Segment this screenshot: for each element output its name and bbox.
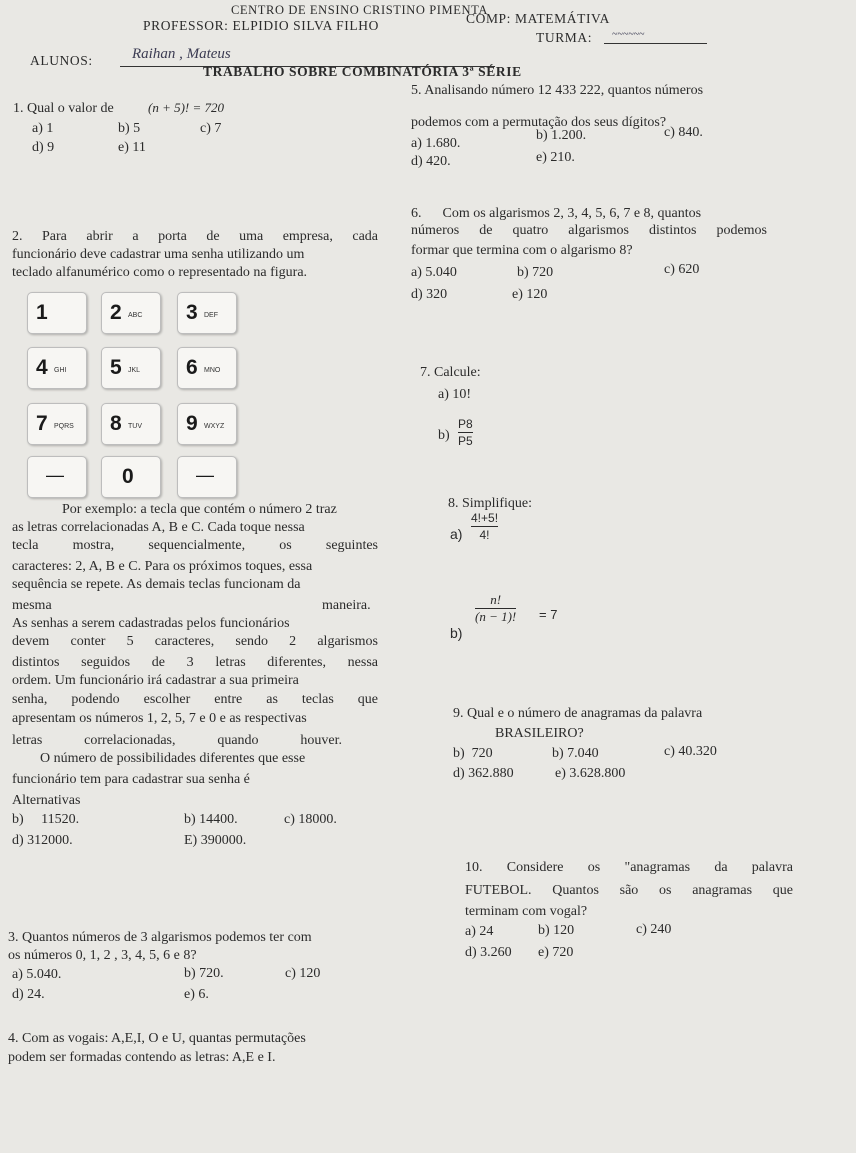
fraction-bar — [458, 432, 473, 433]
q2-line1: 2. Para abrir a porta de uma empresa, cada — [12, 229, 378, 244]
q9-option-d: d) 362.880 — [453, 766, 514, 781]
q2-line3: teclado alfanumérico como o representado na figura. — [12, 265, 308, 280]
q3-line1: 3. Quantos números de 3 algarismos podemos ter com — [8, 930, 312, 945]
q5-line1: 5. Analisando número 12 433 222, quantos números — [411, 83, 704, 98]
q8-title: 8. Simplifique: — [448, 496, 532, 511]
q2-para-10: ordem. Um funcionário irá cadastrar a sua primeira — [12, 673, 299, 688]
q2-option-b: b) 14400. — [184, 812, 238, 827]
q7-item-a: a) 10! — [438, 387, 472, 402]
q3-line2: os números 0, 1, 2 , 3, 4, 5, 6 e 8? — [8, 948, 197, 963]
students-label: ALUNOS: — [30, 53, 93, 68]
q8-item-b-label: b) — [450, 625, 463, 641]
class-handwriting: ~~~~~~ — [612, 29, 645, 40]
q6-line3: formar que termina com o algarismo 8? — [411, 243, 633, 258]
q5-option-e: e) 210. — [536, 150, 575, 165]
q1-option-a: a) 1 — [32, 121, 54, 136]
q2-para-12: apresentam os números 1, 2, 5, 7 e 0 e as respectivas — [12, 711, 307, 726]
key-3[interactable]: 3 DEF — [177, 292, 237, 334]
key-0[interactable]: 0 — [101, 456, 161, 498]
q2-option-c: c) 18000. — [284, 812, 337, 827]
q10-line3: terminam com vogal? — [465, 904, 588, 919]
school-name: CENTRO DE ENSINO CRISTINO PIMENTA — [231, 3, 488, 17]
q6-line2: números de quatro algarismos distintos podemos — [411, 223, 767, 238]
q1-text: 1. Qual o valor de — [13, 101, 114, 116]
q8-a-numerator: 4!+5! — [471, 511, 499, 525]
q8-item-a-label: a) — [450, 526, 463, 542]
q8-b-fraction — [475, 593, 516, 624]
key-7[interactable]: 7 PQRS — [27, 403, 87, 445]
q3-option-a: a) 5.040. — [12, 967, 62, 982]
q2-alternatives-label: Alternativas — [12, 793, 81, 808]
q7-denominator: P5 — [458, 434, 473, 448]
q10-line1: 10. Considere os "anagramas da palavra — [465, 860, 793, 875]
q6-line1: 6. Com os algarismos 2, 3, 4, 5, 6, 7 e 8, quantos — [411, 206, 702, 221]
q1-option-e: e) 11 — [118, 140, 146, 155]
students-signature: Raihan , Mateus — [132, 46, 231, 62]
key-dash-right[interactable]: — — [177, 456, 237, 498]
q8-b-numerator: n! — [490, 592, 502, 607]
q9-option-a: b) 720 — [453, 746, 493, 761]
q2-para-9: distintos seguidos de 3 letras diferentes, nessa — [12, 655, 378, 670]
q2-para-13: letras correlacionadas, quando houver. — [12, 733, 342, 748]
q4-line1: 4. Com as vogais: A,E,I, O e U, quantas permutações — [8, 1031, 306, 1046]
q6-option-d: d) 320 — [411, 287, 448, 302]
q9-line2: BRASILEIRO? — [495, 726, 584, 741]
q1-option-b: b) 5 — [118, 121, 141, 136]
fraction-bar — [471, 526, 498, 527]
q6-option-c: c) 620 — [664, 262, 700, 277]
key-1[interactable]: 1 — [27, 292, 87, 334]
q9-option-e: e) 3.628.800 — [555, 766, 626, 781]
q8-a-denominator: 4! — [479, 528, 490, 542]
q2-para-1: Por exemplo: a tecla que contém o número 2 traz — [62, 502, 337, 517]
q5-option-a: a) 1.680. — [411, 136, 461, 151]
keypad — [27, 292, 247, 502]
q8-a-fraction — [471, 511, 498, 542]
q2-para-2: as letras correlacionadas A, B e C. Cada toque nessa — [12, 520, 305, 535]
q10-line2: FUTEBOL. Quantos são os anagramas que — [465, 883, 793, 898]
teacher-name: PROFESSOR: ELPIDIO SILVA FILHO — [143, 18, 379, 33]
q2-para-11: senha, podendo escolher entre as teclas que — [12, 692, 378, 707]
class-label: TURMA: — [536, 30, 593, 45]
q7-numerator: P8 — [458, 417, 473, 431]
q2-option-d: d) 312000. — [12, 833, 73, 848]
q8-b-denominator: (n − 1)! — [475, 609, 517, 624]
q5-line2: podemos com a permutação dos seus dígitos? — [411, 115, 667, 130]
subject-label: COMP: MATEMÁTIVA — [466, 11, 610, 26]
key-dash-left[interactable]: — — [27, 456, 87, 498]
key-4[interactable]: 4 GHI — [27, 347, 87, 389]
q2-para-4: caracteres: 2, A, B e C. Para os próximos toques, essa — [12, 559, 313, 574]
q1-option-c: c) 7 — [200, 121, 222, 136]
q10-option-b: b) 120 — [538, 923, 575, 938]
q10-option-d: d) 3.260 — [465, 945, 512, 960]
q2-line2: funcionário deve cadastrar uma senha utilizando um — [12, 247, 305, 262]
q7-item-b-label: b) — [438, 428, 450, 443]
q1-equation: (n + 5)! = 720 — [148, 100, 225, 115]
q3-option-b: b) 720. — [184, 966, 224, 981]
key-6[interactable]: 6 MNO — [177, 347, 237, 389]
q2-option-a: b) 11520. — [12, 812, 80, 827]
q9-option-c: c) 40.320 — [664, 744, 717, 759]
q5-option-d: d) 420. — [411, 154, 451, 169]
q9-line1: 9. Qual e o número de anagramas da palavra — [453, 706, 703, 721]
q1-option-d: d) 9 — [32, 140, 55, 155]
q2-para-6a: mesma — [12, 598, 52, 613]
q5-option-c: c) 840. — [664, 125, 703, 140]
q6-option-e: e) 120 — [512, 287, 548, 302]
q10-option-c: c) 240 — [636, 922, 672, 937]
key-9[interactable]: 9 WXYZ — [177, 403, 237, 445]
q2-para-14: O número de possibilidades diferentes que esse — [40, 751, 306, 766]
q2-para-6b: maneira. — [322, 598, 371, 613]
q10-option-e: e) 720 — [538, 945, 574, 960]
q6-option-b: b) 720 — [517, 265, 554, 280]
key-8[interactable]: 8 TUV — [101, 403, 161, 445]
q7-title: 7. Calcule: — [420, 365, 481, 380]
q8-b-equals: = 7 — [539, 607, 558, 622]
q2-para-5: sequência se repete. As demais teclas funcionam da — [12, 577, 301, 592]
q3-option-d: d) 24. — [12, 987, 45, 1002]
q9-option-b: b) 7.040 — [552, 746, 599, 761]
q2-para-3: tecla mostra, sequencialmente, os seguintes — [12, 538, 378, 553]
class-field-line[interactable] — [604, 43, 707, 44]
q5-option-b: b) 1.200. — [536, 128, 587, 143]
q6-option-a: a) 5.040 — [411, 265, 457, 280]
q2-option-e: E) 390000. — [184, 833, 247, 848]
q2-para-8: devem conter 5 caracteres, sendo 2 algarismos — [12, 634, 378, 649]
key-5[interactable]: 5 JKL — [101, 347, 161, 389]
q3-option-c: c) 120 — [285, 966, 321, 981]
q7-fraction — [458, 417, 473, 448]
q2-para-15: funcionário tem para cadastrar sua senha é — [12, 772, 250, 787]
q2-para-7: As senhas a serem cadastradas pelos funcionários — [12, 616, 290, 631]
q3-option-e: e) 6. — [184, 987, 209, 1002]
q4-line2: podem ser formadas contendo as letras: A,E e I. — [8, 1050, 276, 1065]
q10-option-a: a) 24 — [465, 924, 494, 939]
page-title: TRABALHO SOBRE COMBINATÓRIA 3ª SÉRIE — [203, 64, 522, 79]
key-2[interactable]: 2 ABC — [101, 292, 161, 334]
